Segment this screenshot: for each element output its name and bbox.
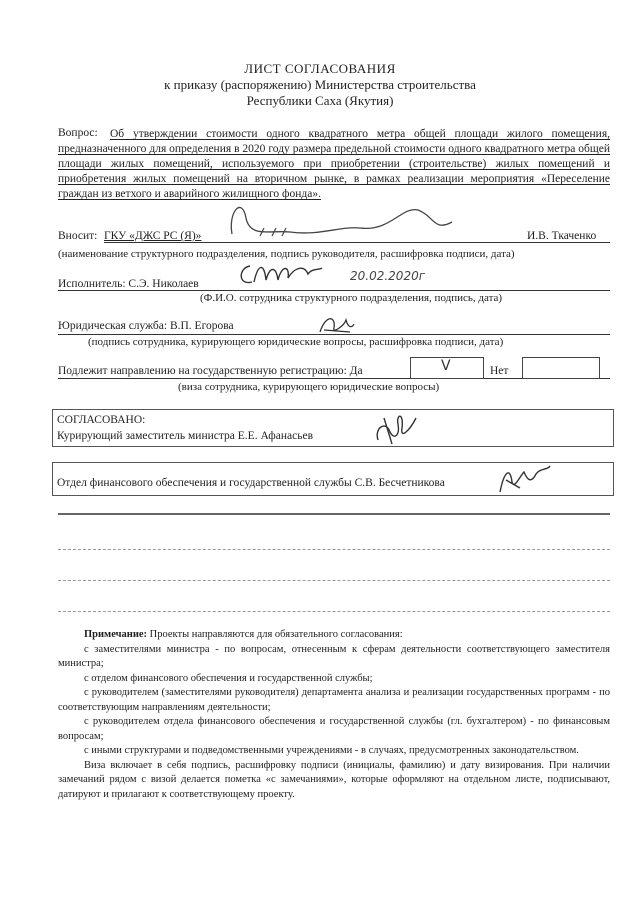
question-text xyxy=(58,127,610,202)
finance-signature-icon xyxy=(496,462,554,496)
executor-line xyxy=(58,290,610,291)
sheet-title: ЛИСТ СОГЛАСОВАНИЯ xyxy=(244,61,396,76)
question-body: Об утверждении стоимости одного квадратного метра общей площади жилого помещения, предназначенного для определения в 2020 году размера предельной стоимости одного квадратного метра общей площади жилых помещений, используемого при приобретении (строительстве) жилых помещений и приобретения жилых помещений на вторичном рынке, в рамках реализации мероприятия «Переселение граждан из ветхого и аварийного жилищного фонда». xyxy=(58,128,610,200)
note-lead-text: Проекты направляются для обязательного согласования: xyxy=(147,629,403,640)
note-item: с иными структурами и подведомственными учреждениями - в случаях, предусмотренных законодательством. xyxy=(84,745,579,756)
blank-line-1 xyxy=(58,513,610,515)
question-label: Вопрос: xyxy=(58,127,98,139)
note-item: с отделом финансового обеспечения и государственной службы; xyxy=(84,672,373,684)
blank-line-3 xyxy=(58,580,610,581)
submitter-label: Вносит: xyxy=(58,230,98,242)
registration-caption: (виза сотрудника, курирующего юридические вопросы) xyxy=(178,381,440,393)
note-closing: Виза включает в себя подпись, расшифровку подписи (инициалы, фамилию) и дату визирования. При наличии замечаний рядом с визой делается пометка «с замечаниями», которые оформляют на отдельном листе, подписывают, датируют и прилагают к соответствующему проекту. xyxy=(58,759,610,800)
registration-yes-box[interactable] xyxy=(410,357,484,379)
note-item: с руководителем отдела финансового обеспечения и государственной службы (гл. бухгалтером) - по финансовым вопросам; xyxy=(58,716,610,742)
note-section xyxy=(58,628,610,802)
submitter-signature-icon xyxy=(220,192,460,252)
note-item: с руководителем (заместителями руководителя) департамента анализа и реализации государственных программ - по соответствующим направлениям деятельности; xyxy=(58,687,610,713)
approval-title: СОГЛАСОВАНО: xyxy=(57,414,146,426)
executor-caption: (Ф.И.О. сотрудника структурного подразделения, подпись, дата) xyxy=(200,292,503,304)
blank-line-2 xyxy=(58,549,610,550)
registration-yes-mark: V xyxy=(441,358,451,374)
legal-label: Юридическая служба: В.П. Егорова xyxy=(58,320,234,332)
approval-box xyxy=(52,409,614,447)
blank-line-4 xyxy=(58,611,610,612)
finance-line: Отдел финансового обеспечения и государственной службы С.В. Бесчетникова xyxy=(57,477,445,489)
registration-no-box[interactable] xyxy=(522,357,600,379)
submitter-org: ГКУ «ДЖС РС (Я)» xyxy=(104,230,202,242)
registration-no-label: Нет xyxy=(490,365,509,377)
submitter-name: И.В. Ткаченко xyxy=(527,230,597,242)
legal-signature-icon xyxy=(316,312,358,336)
executor-date: 20.02.2020г xyxy=(350,269,426,283)
legal-caption: (подпись сотрудника, курирующего юридические вопросы, расшифровка подписи, дата) xyxy=(88,336,504,348)
sheet-subtitle: к приказу (распоряжению) Министерства строительства xyxy=(164,77,476,92)
note-item: с заместителями министра - по вопросам, отнесенным к сферам деятельности соответствующего заместителя министра; xyxy=(58,643,610,669)
submitter-caption: (наименование структурного подразделения, подпись руководителя, расшифровка подписи, дата) xyxy=(58,248,515,260)
note-lead-paragraph xyxy=(58,628,610,643)
registration-label: Подлежит направлению на государственную регистрацию: Да xyxy=(58,365,363,377)
sheet-subtitle-region: Республики Саха (Якутия) xyxy=(246,93,394,108)
executor-signature-icon xyxy=(236,258,326,290)
executor-label: Исполнитель: С.Э. Николаев xyxy=(58,278,199,290)
approval-signature-icon xyxy=(372,410,418,446)
note-lead: Примечание: xyxy=(84,629,148,640)
approval-line: Курирующий заместитель министра Е.Е. Афанасьев xyxy=(57,430,314,442)
